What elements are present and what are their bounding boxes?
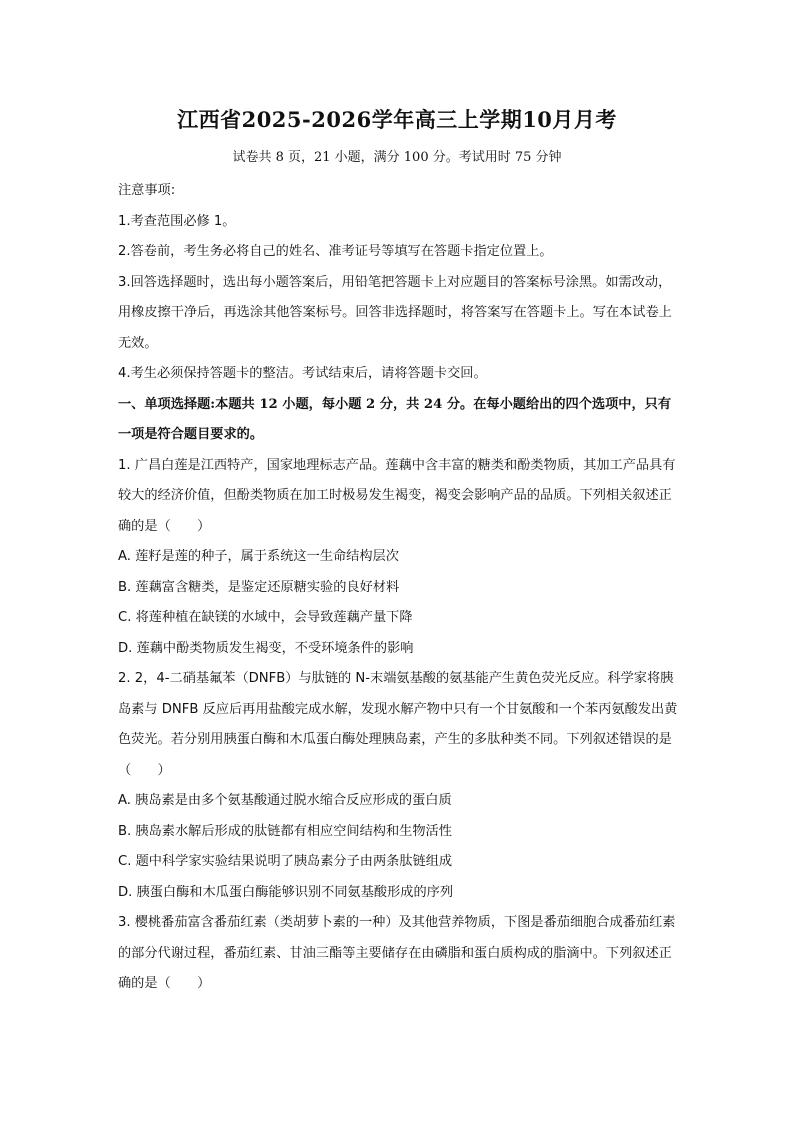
- question-option: B. 胰岛素水解后形成的肽链都有相应空间结构和生物活性: [118, 823, 452, 839]
- question-stem: 3. 樱桃番茄富含番茄红素（类胡萝卜素的一种）及其他营养物质，下图是番茄细胞合成番茄红素的部分代谢过程，番茄红素、甘油三酯等主要储存在由磷脂和蛋白质构成的脂滴中。下列叙述正确的是（ ）: [118, 915, 676, 991]
- question-option: D. 胰蛋白酶和木瓜蛋白酶能够识别不同氨基酸形成的序列: [118, 884, 454, 900]
- section-heading: 一、单项选择题:本题共 12 小题，每小题 2 分，共 24 分。在每小题给出的四个选项中，只有一项是符合题目要求的。: [118, 396, 672, 442]
- question-option: C. 将莲种植在缺镁的水域中，会导致莲藕产量下降: [118, 610, 413, 625]
- question-stem: 1. 广昌白莲是江西特产，国家地理标志产品。莲藕中含丰富的糖类和酚类物质，其加工产品具有较大的经济价值，但酚类物质在加工时极易发生褐变，褐变会影响产品的品质。下列相关叙述正确的是（ ）: [118, 457, 676, 534]
- page-title: 江西省2025-2026学年高三上学期10月月考: [177, 107, 617, 132]
- question-option: A. 莲籽是莲的种子，属于系统这一生命结构层次: [118, 549, 399, 564]
- page-subtitle: 试卷共 8 页，21 小题，满分 100 分。考试用时 75 分钟: [232, 150, 562, 165]
- notice-item: 1.考查范围必修 1。: [118, 213, 236, 229]
- question-stem: 2. 2，4-二硝基氟苯（DNFB）与肽链的 N-末端氨基酸的氨基能产生黄色荧光反应。科学家将胰岛素与 DNFB 反应后再用盐酸完成水解，发现水解产物中只有一个甘氨酸和一个苯丙氨酸发出黄色荧光。若分别用胰蛋白酶和木瓜蛋白酶处理胰岛素，产生的多肽种类不同。下列叙述错误的是（ ）: [118, 671, 678, 778]
- question-option: C. 题中科学家实验结果说明了胰岛素分子由两条肽链组成: [118, 854, 453, 869]
- notice-heading: 注意事项:: [118, 183, 176, 198]
- question-option: A. 胰岛素是由多个氨基酸通过脱水缩合反应形成的蛋白质: [118, 793, 452, 808]
- notice-item: 2.答卷前，考生务必将自己的姓名、准考证号等填写在答题卡指定位置上。: [118, 244, 553, 259]
- exam-body: [118, 176, 684, 1000]
- question-option: D. 莲藕中酚类物质发生褐变，不受环境条件的影响: [118, 640, 414, 656]
- question-option: B. 莲藕富含糖类，是鉴定还原糖实验的良好材料: [118, 579, 400, 595]
- notice-item: 3.回答选择题时，选出每小题答案后，用铅笔把答题卡上对应题目的答案标号涂黑。如需改动，用橡皮擦干净后，再选涂其他答案标号。回答非选择题时，将答案写在答题卡上。写在本试卷上无效。: [118, 274, 672, 351]
- notice-item: 4.考生必须保持答题卡的整洁。考试结束后，请将答题卡交回。: [118, 366, 487, 381]
